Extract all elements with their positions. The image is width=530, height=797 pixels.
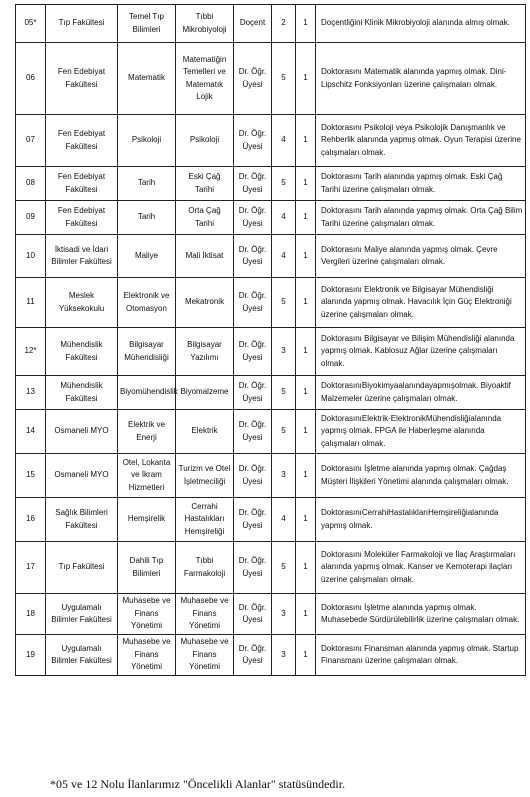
faculty-cell: Fen Edebiyat Fakültesi [46, 201, 118, 235]
requirement-cell: Doktorasını Tarih alanında yapmış olmak. Eski Çağ Tarihi üzerine çalışmaları olmak. [316, 167, 526, 201]
row-number-cell: 06 [16, 43, 46, 115]
department-cell: Hemşirelik [118, 498, 176, 542]
faculty-cell: Osmaneli MYO [46, 454, 118, 498]
faculty-cell: Mühendislik Fakültesi [46, 328, 118, 376]
count-cell: 2 [272, 5, 296, 43]
department-cell: Temel Tıp Bilimleri [118, 5, 176, 43]
academic-title-cell: Dr. Öğr. Üyesi [234, 498, 272, 542]
table-row [16, 115, 526, 167]
field-cell: Mali İktisat [176, 235, 234, 278]
requirement-cell: Doktorasını Bilgisayar ve Bilişim Mühendisliği alanında yapmış olmak. Kablosuz Ağlar üzerine çalışmaları olmak. [316, 328, 526, 376]
count-cell: 5 [272, 278, 296, 328]
faculty-cell: Mühendislik Fakültesi [46, 376, 118, 410]
requirement-cell: Doktorasını İşletme alanında yapmış olmak. Muhasebede Sürdürülebilirlik üzerine çalışmaları olmak. [316, 594, 526, 635]
requirement-cell: Doktorasını Matematik alanında yapmış olmak. Dini-Lipschitz Fonksiyonları üzerine çalışmaları olmak. [316, 43, 526, 115]
academic-title-cell: Dr. Öğr. Üyesi [234, 201, 272, 235]
academic-title-cell: Dr. Öğr. Üyesi [234, 235, 272, 278]
requirement-cell: DoktorasınıElektrik-ElektronikMühendisliğialanında yapmış olmak. FPGA ile Haberleşme alanında çalışmaları olmak. [316, 410, 526, 454]
field-cell: Matematiğin Temelleri ve Matematık Lojik [176, 43, 234, 115]
faculty-cell: Tıp Fakültesi [46, 5, 118, 43]
requirement-cell: DoktorasınıCerrahiHastalıklarıHemşireliğialanında yapmış olmak. [316, 498, 526, 542]
table-row [16, 201, 526, 235]
requirement-cell: Doçentliğini Klinik Mikrobiyoloji alanında almış olmak. [316, 5, 526, 43]
table-row [16, 498, 526, 542]
point-cell: 1 [296, 376, 316, 410]
table-row [16, 43, 526, 115]
department-cell: Otel, Lokanta ve İkram Hizmetleri [118, 454, 176, 498]
department-cell: Tarih [118, 167, 176, 201]
faculty-cell: Sağlık Bilimleri Fakültesi [46, 498, 118, 542]
point-cell: 1 [296, 542, 316, 594]
count-cell: 3 [272, 328, 296, 376]
requirement-cell: Doktorasını Finansman alanında yapmış olmak. Startup Finansmanı üzerine çalışmaları olmak. [316, 635, 526, 676]
row-number-cell: 12* [16, 328, 46, 376]
count-cell: 3 [272, 594, 296, 635]
count-cell: 5 [272, 542, 296, 594]
requirement-cell: Doktorasını Tarih alanında yapmış olmak. Orta Çağ Bilim Tarihi üzerine çalışmaları olmak. [316, 201, 526, 235]
table-row [16, 542, 526, 594]
field-cell: Biyomalzeme [176, 376, 234, 410]
department-cell: Muhasebe ve Finans Yönetimi [118, 594, 176, 635]
field-cell: Psikoloji [176, 115, 234, 167]
field-cell: Orta Çağ Tarihi [176, 201, 234, 235]
row-number-cell: 07 [16, 115, 46, 167]
field-cell: Eski Çağ Tarihi [176, 167, 234, 201]
field-cell: Turizm ve Otel İşletmeciliği [176, 454, 234, 498]
requirement-cell: Doktorasını Moleküler Farmakoloji ve İlaç Araştırmaları alanında yapmış olmak. Kanser ve Kemoterapi ilaçları üzerine çalışmaları olmak. [316, 542, 526, 594]
table-row [16, 167, 526, 201]
field-cell: Elektrik [176, 410, 234, 454]
footnote: *05 ve 12 Nolu İlanlarımız "Öncelikli Alanlar" statüsündedir. [50, 777, 346, 791]
academic-title-cell: Dr. Öğr. Üyesi [234, 410, 272, 454]
faculty-cell: İktisadi ve İdari Bilimler Fakültesi [46, 235, 118, 278]
count-cell: 3 [272, 454, 296, 498]
count-cell: 5 [272, 376, 296, 410]
table-row [16, 5, 526, 43]
field-cell: Muhasebe ve Finans Yönetimi [176, 635, 234, 676]
department-cell: Psikoloji [118, 115, 176, 167]
point-cell: 1 [296, 328, 316, 376]
academic-title-cell: Dr. Öğr. Üyesi [234, 278, 272, 328]
academic-title-cell: Doçent [234, 5, 272, 43]
point-cell: 1 [296, 635, 316, 676]
point-cell: 1 [296, 498, 316, 542]
faculty-cell: Fen Edebiyat Fakültesi [46, 167, 118, 201]
table-row [16, 410, 526, 454]
department-cell: Maliye [118, 235, 176, 278]
department-cell: Elektrik ve Enerji [118, 410, 176, 454]
academic-title-cell: Dr. Öğr. Üyesi [234, 167, 272, 201]
academic-title-cell: Dr. Öğr. Üyesi [234, 376, 272, 410]
count-cell: 3 [272, 635, 296, 676]
department-cell: Matematik [118, 43, 176, 115]
department-cell: Bilgisayar Mühendisliği [118, 328, 176, 376]
academic-title-cell: Dr. Öğr. Üyesi [234, 542, 272, 594]
positions-table-body [16, 5, 526, 676]
academic-title-cell: Dr. Öğr. Üyesi [234, 328, 272, 376]
department-cell: Biyomühendislik [118, 376, 176, 410]
row-number-cell: 10 [16, 235, 46, 278]
faculty-cell: Osmaneli MYO [46, 410, 118, 454]
count-cell: 5 [272, 167, 296, 201]
row-number-cell: 11 [16, 278, 46, 328]
academic-title-cell: Dr. Öğr. Üyesi [234, 454, 272, 498]
count-cell: 4 [272, 498, 296, 542]
point-cell: 1 [296, 278, 316, 328]
field-cell: Cerrahi Hastalıkları Hemşireliği [176, 498, 234, 542]
row-number-cell: 05* [16, 5, 46, 43]
row-number-cell: 17 [16, 542, 46, 594]
table-row [16, 376, 526, 410]
point-cell: 1 [296, 201, 316, 235]
field-cell: Mekatronik [176, 278, 234, 328]
requirement-cell: Doktorasını İşletme alanında yapmış olmak. Çağdaş Müşteri İlişkileri Yönetimi alanında çalışmaları olmak. [316, 454, 526, 498]
department-cell: Dahili Tıp Bilimleri [118, 542, 176, 594]
field-cell: Bilgisayar Yazılımı [176, 328, 234, 376]
field-cell: Muhasebe ve Finans Yönetimi [176, 594, 234, 635]
count-cell: 4 [272, 235, 296, 278]
point-cell: 1 [296, 410, 316, 454]
row-number-cell: 13 [16, 376, 46, 410]
point-cell: 1 [296, 454, 316, 498]
positions-table [15, 4, 526, 676]
row-number-cell: 14 [16, 410, 46, 454]
table-row [16, 235, 526, 278]
requirement-cell: Doktorasını Maliye alanında yapmış olmak. Çevre Vergileri üzerine çalışmaları olmak. [316, 235, 526, 278]
point-cell: 1 [296, 5, 316, 43]
requirement-cell: Doktorasını Psikoloji veya Psikolojik Danışmanlık ve Rehberlik alanında yapmış olmak. Oyun Terapisi üzerine çalışmaları olmak. [316, 115, 526, 167]
row-number-cell: 19 [16, 635, 46, 676]
requirement-cell: Doktorasını Elektronik ve Bilgisayar Mühendisliği alanında yapmış olmak. Havacılık İçin Güç Elektroniği üzerine çalışmaları olmak. [316, 278, 526, 328]
point-cell: 1 [296, 594, 316, 635]
field-cell: Tıbbi Mikrobiyoloji [176, 5, 234, 43]
count-cell: 4 [272, 201, 296, 235]
point-cell: 1 [296, 167, 316, 201]
row-number-cell: 16 [16, 498, 46, 542]
count-cell: 5 [272, 410, 296, 454]
academic-title-cell: Dr. Öğr. Üyesi [234, 594, 272, 635]
faculty-cell: Fen Edebiyat Fakültesi [46, 115, 118, 167]
academic-title-cell: Dr. Öğr. Üyesi [234, 43, 272, 115]
field-cell: Tıbbi Farmakoloji [176, 542, 234, 594]
table-row [16, 454, 526, 498]
row-number-cell: 18 [16, 594, 46, 635]
count-cell: 4 [272, 115, 296, 167]
department-cell: Tarih [118, 201, 176, 235]
row-number-cell: 15 [16, 454, 46, 498]
faculty-cell: Uygulamalı Bilimler Fakültesi [46, 594, 118, 635]
academic-title-cell: Dr. Öğr. Üyesi [234, 635, 272, 676]
row-number-cell: 09 [16, 201, 46, 235]
table-row [16, 635, 526, 676]
department-cell: Elektronik ve Otomasyon [118, 278, 176, 328]
point-cell: 1 [296, 43, 316, 115]
academic-title-cell: Dr. Öğr. Üyesi [234, 115, 272, 167]
faculty-cell: Tıp Fakültesi [46, 542, 118, 594]
point-cell: 1 [296, 235, 316, 278]
requirement-cell: DoktorasınıBiyokimyaalanındayapmışolmak. Biyoaktif Malzemeler üzerine çalışmaları olmak. [316, 376, 526, 410]
table-row [16, 594, 526, 635]
faculty-cell: Meslek Yüksekokulu [46, 278, 118, 328]
faculty-cell: Uygulamalı Bilimler Fakültesi [46, 635, 118, 676]
row-number-cell: 08 [16, 167, 46, 201]
faculty-cell: Fen Edebiyat Fakültesi [46, 43, 118, 115]
point-cell: 1 [296, 115, 316, 167]
count-cell: 5 [272, 43, 296, 115]
department-cell: Muhasebe ve Finans Yönetimi [118, 635, 176, 676]
table-row [16, 278, 526, 328]
table-row [16, 328, 526, 376]
